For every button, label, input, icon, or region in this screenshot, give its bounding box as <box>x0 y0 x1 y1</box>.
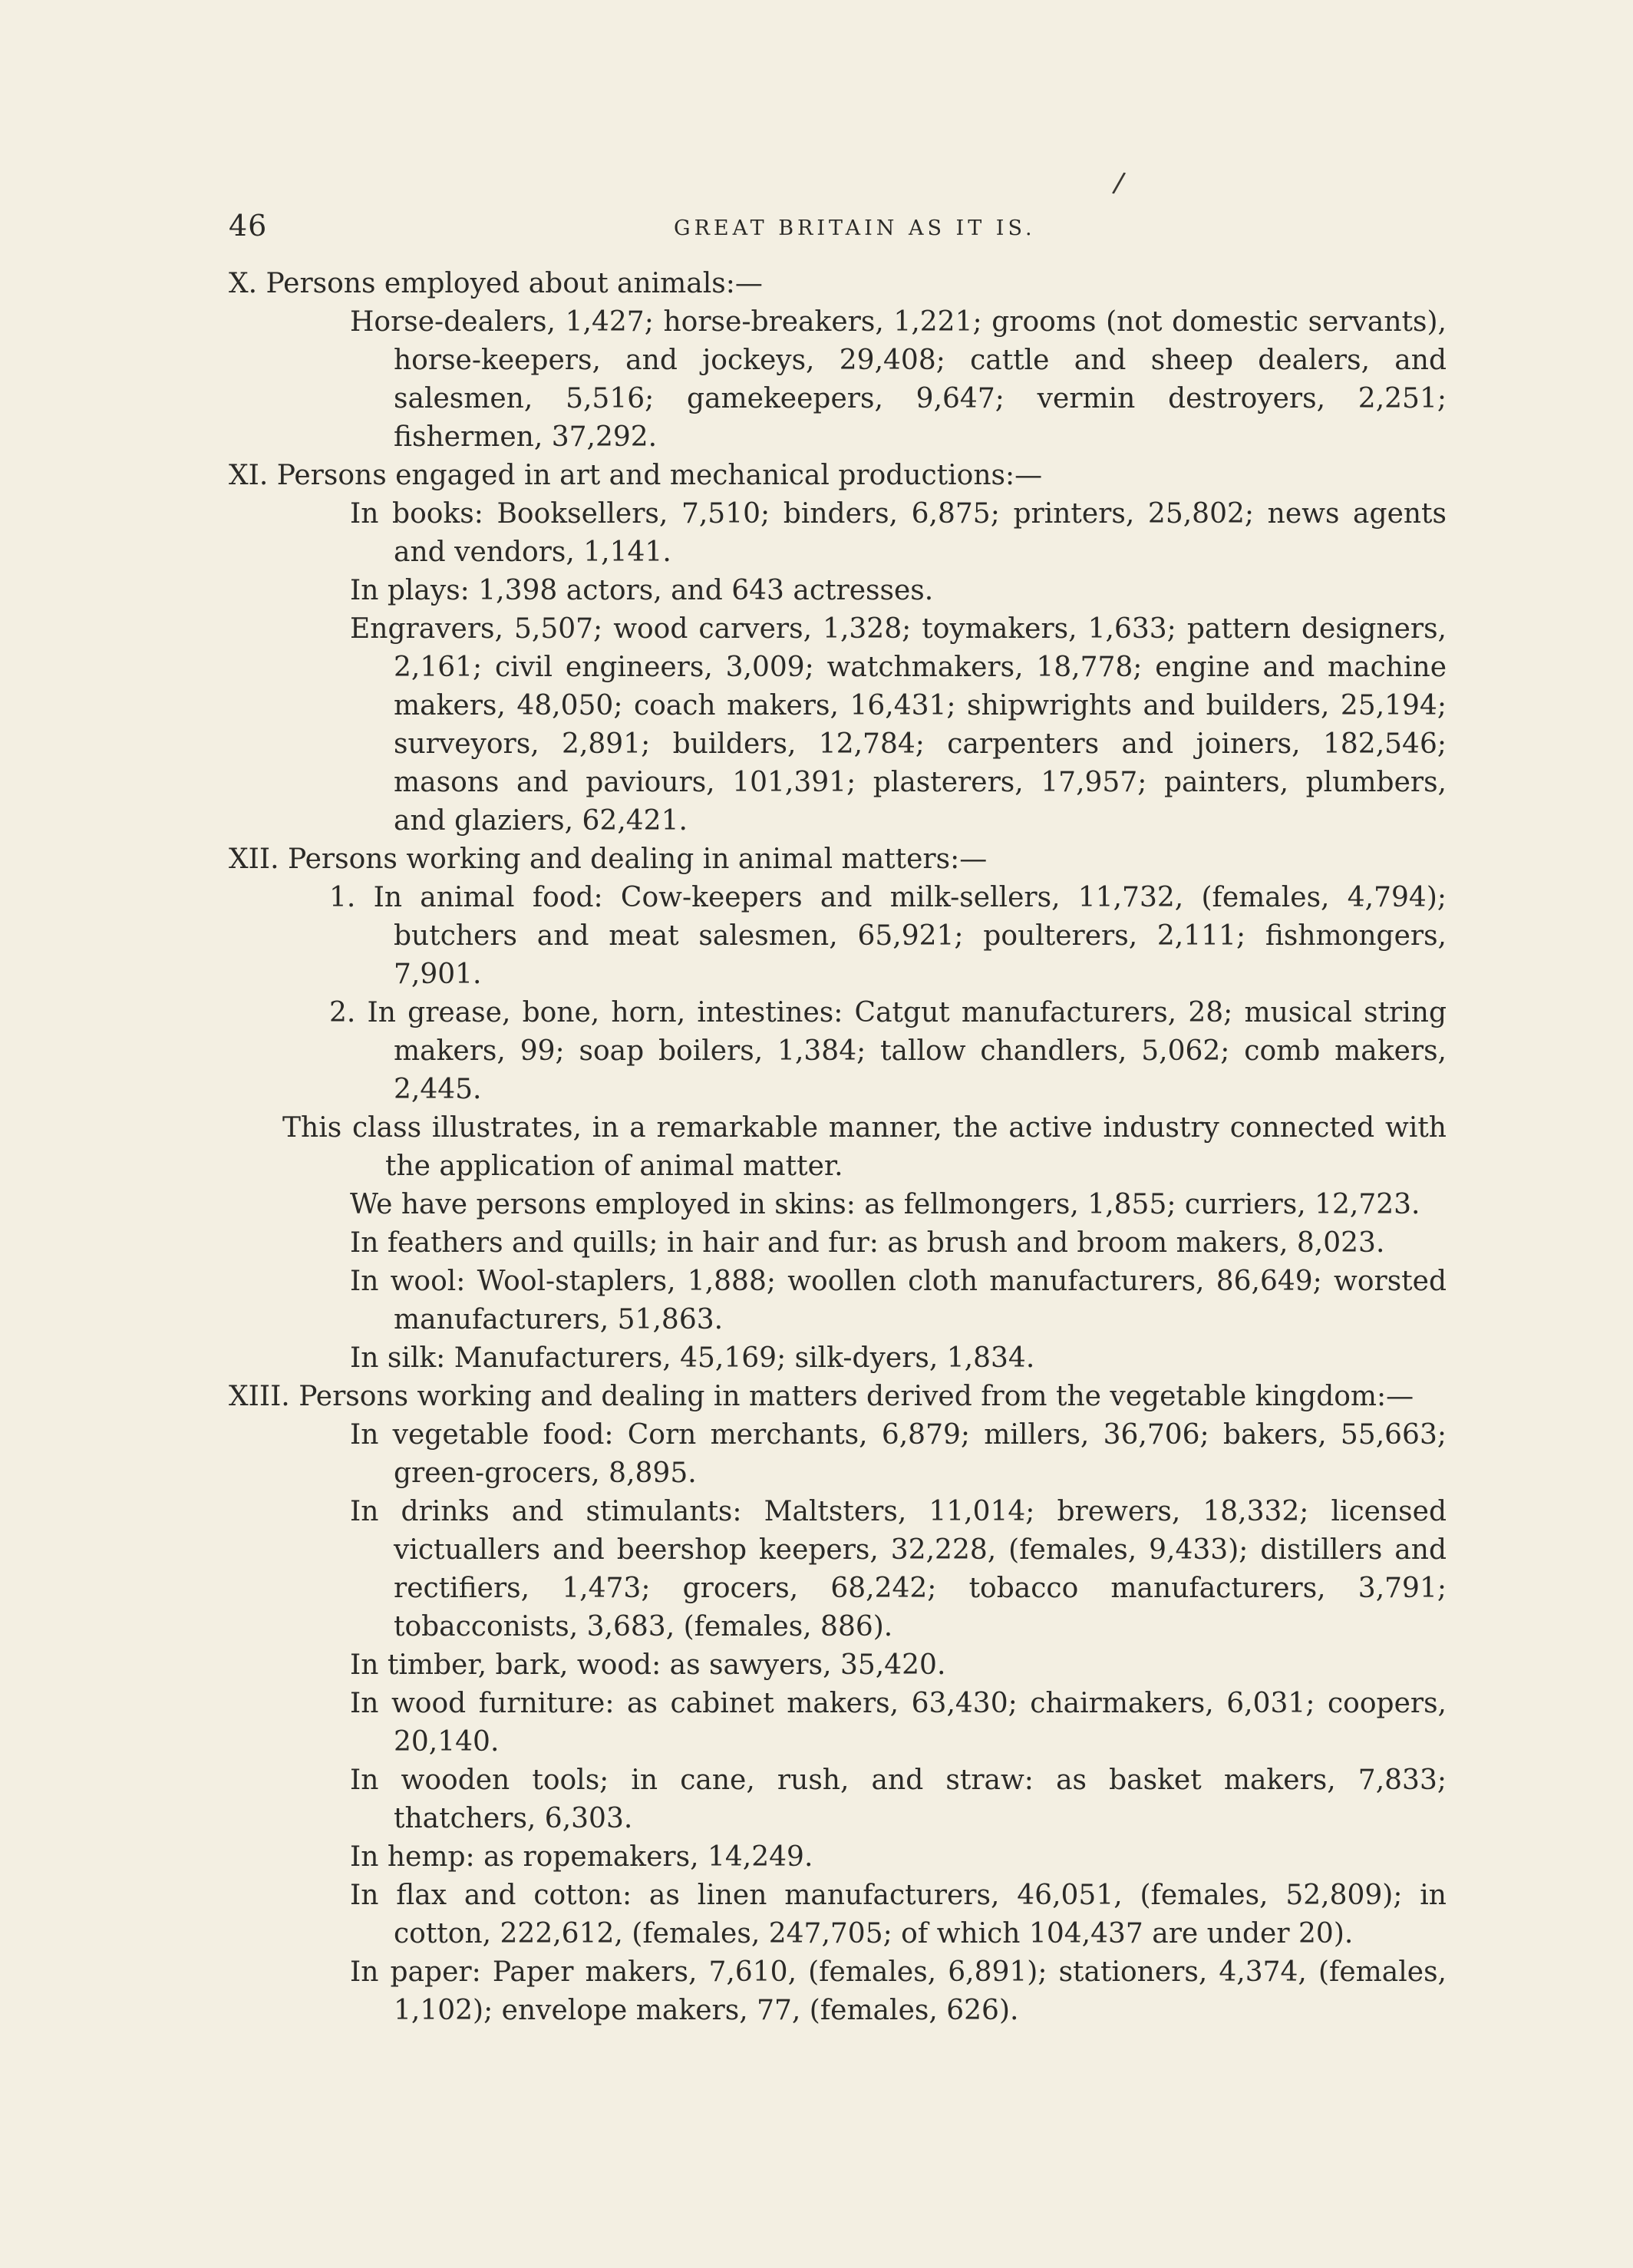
section-paragraph: In hemp: as ropemakers, 14,249. <box>350 1841 813 1873</box>
numbered-item: 2. In grease, bone, horn, intestines: Catgut manufacturers, 28; musical string makers, 99; soap boilers, 1,384; tallow chandlers, 5,062; comb makers, 2,445. <box>329 997 1447 1105</box>
corner-mark: / <box>1110 167 1127 200</box>
section-paragraph: In wool: Wool-staplers, 1,888; woollen cloth manufacturers, 86,649; worsted manufacturers, 51,863. <box>350 1266 1447 1335</box>
section-paragraph: Engravers, 5,507; wood carvers, 1,328; toymakers, 1,633; pattern designers, 2,161; civil engineers, 3,009; watchmakers, 18,778; engine and machine makers, 48,050; coach makers, 16,431; shipwrights and builders, 25,194; surveyors, 2,891; builders, 12,784; carpenters and joiners, 182,546; masons and paviours, 101,391; plasterers, 17,957; painters, plumbers, and glaziers, 62,421. <box>350 613 1447 837</box>
page-body <box>229 265 1447 2030</box>
section-paragraph: In paper: Paper makers, 7,610, (females, 6,891); stationers, 4,374, (females, 1,102); envelope makers, 77, (females, 626). <box>350 1956 1447 2026</box>
section-paragraph: In wood furniture: as cabinet makers, 63,430; chairmakers, 6,031; coopers, 20,140. <box>350 1688 1447 1758</box>
section-paragraph: In plays: 1,398 actors, and 643 actresses. <box>350 575 934 606</box>
section-paragraph: In wooden tools; in cane, rush, and straw: as basket makers, 7,833; thatchers, 6,303. <box>350 1765 1447 1834</box>
section-numeral: X. <box>229 268 258 299</box>
section-numeral: XII. <box>229 843 279 875</box>
section-heading <box>229 1378 1447 1416</box>
section-numeral: XI. <box>229 460 269 491</box>
section-title: Persons engaged in art and mechanical productions:— <box>276 460 1043 491</box>
numbered-item: 1. In animal food: Cow-keepers and milk-sellers, 11,732, (females, 4,794); butchers and meat salesmen, 65,921; poulterers, 2,111; fishmongers, 7,901. <box>329 882 1447 990</box>
section-paragraph: In books: Booksellers, 7,510; binders, 6,875; printers, 25,802; news agents and vendors, 1,141. <box>350 498 1447 568</box>
section-paragraph: In flax and cotton: as linen manufacturers, 46,051, (females, 52,809); in cotton, 222,612, (females, 247,705; of which 104,437 are under 20). <box>350 1880 1447 1949</box>
section-numeral: XIII. <box>229 1381 290 1412</box>
page-header <box>229 209 1445 249</box>
section-title: Persons employed about animals:— <box>266 268 763 299</box>
section-paragraph: In drinks and stimulants: Maltsters, 11,014; brewers, 18,332; licensed victuallers and beershop keepers, 32,228, (females, 9,433); distillers and rectifiers, 1,473; grocers, 68,242; tobacco manufacturers, 3,791; tobacconists, 3,683, (females, 886). <box>350 1496 1447 1642</box>
section-heading <box>229 457 1447 495</box>
section-paragraph: In vegetable food: Corn merchants, 6,879; millers, 36,706; bakers, 55,663; green-grocers, 8,895. <box>350 1419 1447 1489</box>
section-paragraph: Horse-dealers, 1,427; horse-breakers, 1,221; grooms (not domestic servants), horse-keepers, and jockeys, 29,408; cattle and sheep dealers, and salesmen, 5,516; gamekeepers, 9,647; vermin destroyers, 2,251; fishermen, 37,292. <box>350 306 1447 453</box>
section-heading <box>229 840 1447 879</box>
section-paragraph: In feathers and quills; in hair and fur: as brush and broom makers, 8,023. <box>350 1227 1385 1259</box>
section-heading <box>229 265 1447 303</box>
section-title: Persons working and dealing in matters derived from the vegetable kingdom:— <box>299 1381 1414 1412</box>
section-paragraph: In timber, bark, wood: as sawyers, 35,420. <box>350 1649 946 1681</box>
section-paragraph: We have persons employed in skins: as fellmongers, 1,855; curriers, 12,723. <box>350 1189 1420 1220</box>
page-number: 46 <box>229 209 268 243</box>
section-paragraph: In silk: Manufacturers, 45,169; silk-dyers, 1,834. <box>350 1342 1035 1374</box>
section-title: Persons working and dealing in animal matters:— <box>287 843 988 875</box>
commentary-paragraph: This class illustrates, in a remarkable manner, the active industry connected with the application of animal matter. <box>282 1112 1447 1182</box>
running-title: GREAT BRITAIN AS IT IS. <box>674 216 1036 240</box>
